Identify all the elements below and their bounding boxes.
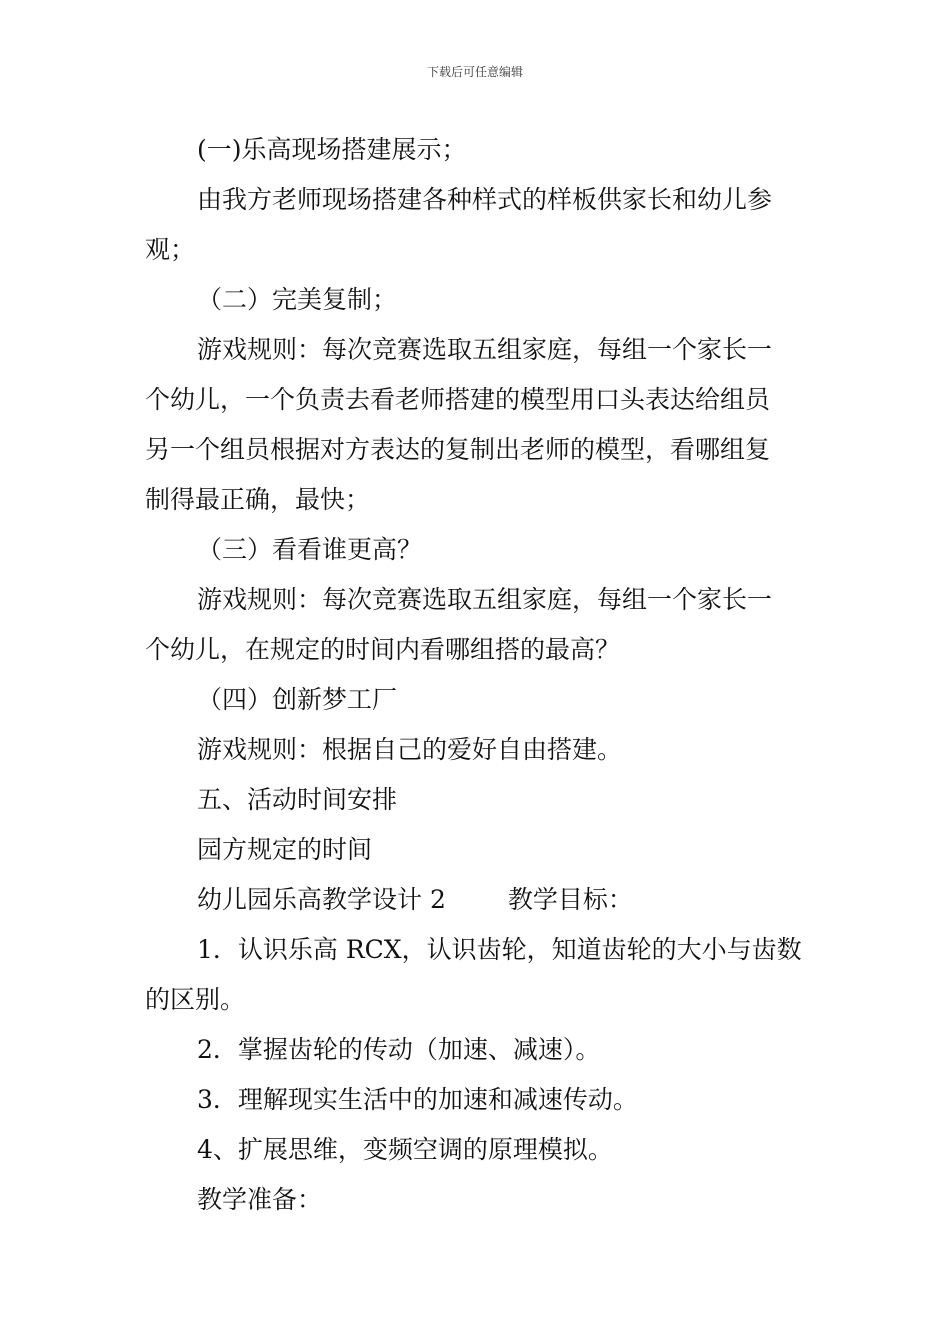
paragraph-line: 的区别。	[145, 985, 246, 1014]
paragraph-line: 游戏规则：根据自己的爱好自由搭建。	[197, 735, 623, 764]
paragraph-line: 另一个组员根据对方表达的复制出老师的模型，看哪组复	[145, 435, 771, 464]
teaching-goals-label: 教学目标：	[507, 885, 633, 914]
list-item: 3．理解现实生活中的加速和减速传动。	[197, 1085, 638, 1114]
paragraph-line: 游戏规则：每次竞赛选取五组家庭，每组一个家长一	[197, 335, 773, 364]
section-heading-5: 五、活动时间安排	[197, 785, 398, 814]
section-heading-1: (一)乐高现场搭建展示；	[197, 135, 467, 164]
paragraph-line: 游戏规则：每次竞赛选取五组家庭，每组一个家长一	[197, 585, 773, 614]
paragraph-line: 个幼儿，一个负责去看老师搭建的模型用口头表达给组员	[145, 385, 771, 414]
design-title: 幼儿园乐高教学设计 2	[197, 885, 446, 914]
teaching-prep-label: 教学准备：	[197, 1185, 323, 1214]
paragraph-line: 制得最正确，最快；	[145, 485, 371, 514]
list-item: 2．掌握齿轮的传动（加速、减速）。	[197, 1035, 601, 1064]
paragraph-line: 园方规定的时间	[197, 835, 373, 864]
paragraph-line: 个幼儿，在规定的时间内看哪组搭的最高？	[145, 635, 621, 664]
section-heading-2: （二）完美复制；	[197, 285, 398, 314]
page-header: 下载后可任意编辑	[426, 65, 523, 79]
list-item: 4、扩展思维，变频空调的原理模拟。	[197, 1135, 613, 1164]
paragraph-line	[145, 875, 810, 925]
section-heading-4: （四）创新梦工厂	[197, 685, 398, 714]
document-body	[145, 125, 810, 1225]
section-heading-3: （三）看看谁更高？	[197, 535, 423, 564]
paragraph-line: 观；	[145, 235, 196, 264]
list-item: 1．认识乐高 RCX，认识齿轮，知道齿轮的大小与齿数	[197, 935, 802, 964]
paragraph-line: 由我方老师现场搭建各种样式的样板供家长和幼儿参	[197, 185, 773, 214]
